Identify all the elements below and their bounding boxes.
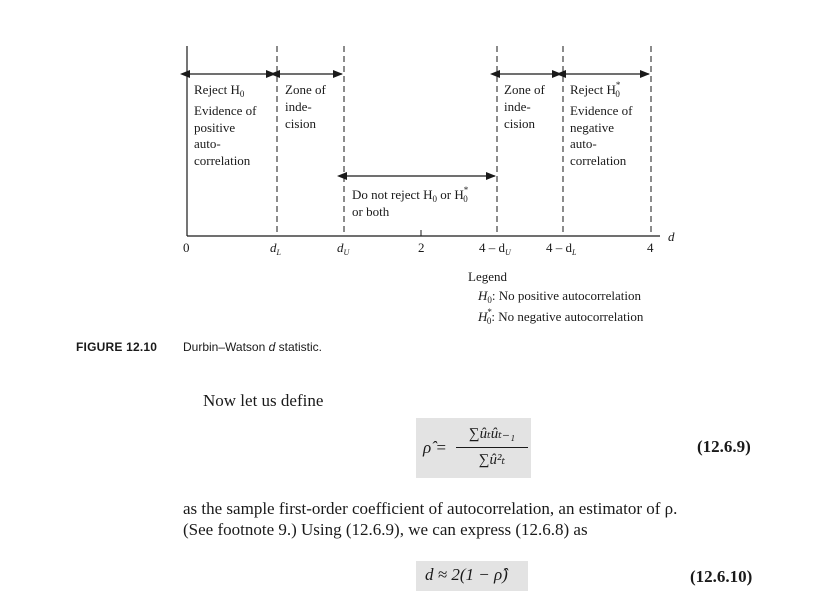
tick-label-du: $d_U$ [337, 240, 350, 257]
fraction-bar [456, 447, 528, 448]
reject-h0-star-title: Reject H* 0 [570, 80, 621, 99]
equation-12-6-10-box [416, 561, 528, 591]
do-not-reject-line-1: Do not reject $H_0$ or H* 0 [352, 185, 469, 204]
figure-caption-label: FIGURE 12.10 [76, 340, 158, 354]
tick-label-four-minus-du: $4 - d_U$ [479, 240, 511, 257]
tick-label-two: 2 [418, 240, 425, 255]
zone-left-line-1: Zone of [285, 82, 326, 97]
equation-number-12-6-9: (12.6.9) [697, 437, 751, 456]
equation-expression: d ≈ 2(1 − ρ̂) [425, 565, 508, 584]
reject-h0-star-line-3: auto- [570, 136, 597, 151]
paragraph-line-2: (See footnote 9.) Using (12.6.9), we can express (12.6.8) as [183, 520, 588, 539]
zone-left-line-2: inde- [285, 99, 312, 114]
reject-h0-title: Reject $H_0$ [194, 82, 245, 99]
zone-left-line-3: cision [285, 116, 317, 131]
axis-label-d: d [668, 229, 675, 244]
equation-numerator: ∑ûₜûₜ₋₁ [468, 426, 516, 442]
legend-item-1: $H_0$: No positive autocorrelation [478, 288, 641, 305]
reject-h0-star-line-1: Evidence of [570, 103, 633, 118]
do-not-reject-line-2: or both [352, 204, 390, 219]
equation-number-12-6-10: (12.6.10) [690, 567, 753, 586]
zone-right-line-2: inde- [504, 99, 531, 114]
paragraph-line-1: as the sample first-order coefficient of autocorrelation, an estimator of ρ. [183, 499, 678, 518]
equation-lhs: ρ̂ = [423, 438, 447, 457]
equation-denominator: ∑û²ₜ [478, 452, 506, 468]
reject-h0-line-4: correlation [194, 153, 251, 168]
reject-h0-line-3: auto- [194, 136, 221, 151]
tick-label-four-minus-dl: $4 - d_L$ [546, 240, 577, 257]
equation-12-6-9-box [416, 418, 531, 478]
tick-label-four: 4 [647, 240, 654, 255]
legend-title: Legend [468, 269, 507, 284]
reject-h0-line-2: positive [194, 120, 236, 135]
legend-item-2: H* 0: No negative autocorrelation [478, 307, 644, 326]
reject-h0-star-line-2: negative [570, 120, 615, 135]
zone-right-line-3: cision [504, 116, 536, 131]
figure-caption-text: Durbin–Watson d statistic. [183, 340, 322, 354]
reject-h0-star-line-4: correlation [570, 153, 627, 168]
reject-h0-line-1: Evidence of [194, 103, 257, 118]
tick-label-zero: 0 [183, 240, 190, 255]
tick-label-dl: $d_L$ [270, 240, 281, 257]
zone-right-line-1: Zone of [504, 82, 545, 97]
intro-text: Now let us define [203, 391, 324, 410]
